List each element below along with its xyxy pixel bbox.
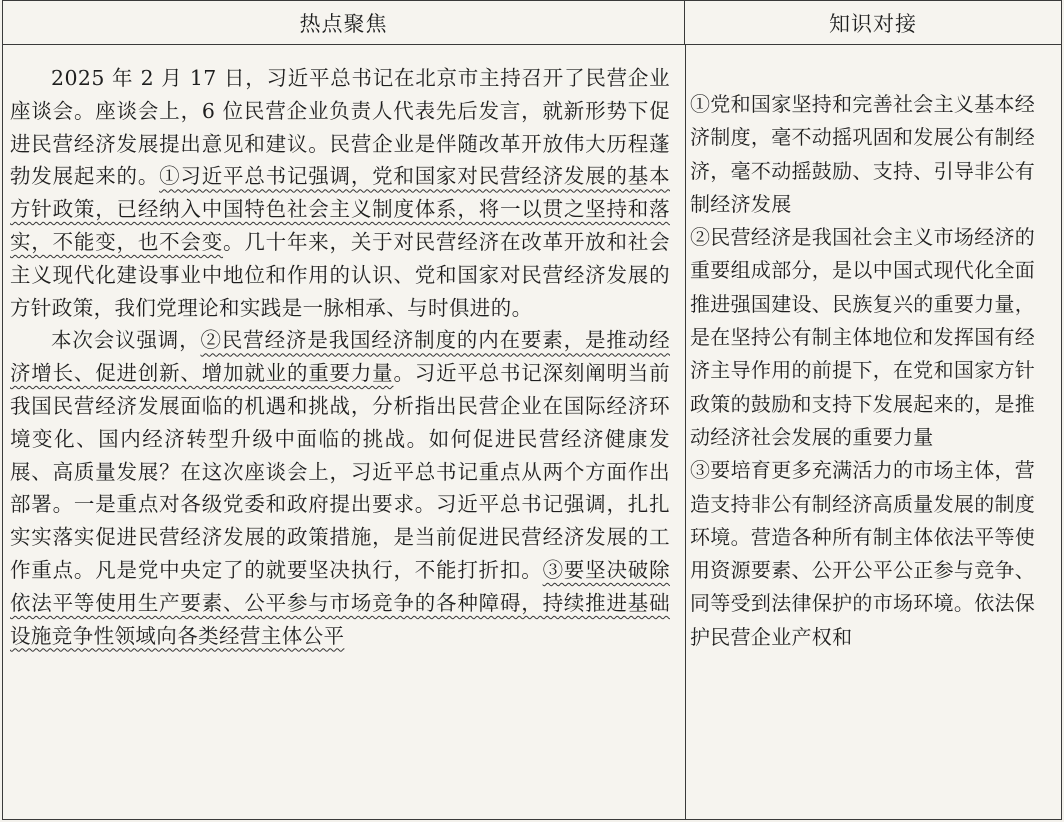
hotspot-p2-highlight-2: ②民营经济是我国经济制度的内在要素，是推动经济增长、促进创新、增加就业的重要力量 bbox=[10, 328, 670, 386]
hotspot-paragraph-2 bbox=[10, 324, 670, 652]
hotspot-p2-highlight-3: ③要坚决破除依法平等使用生产要素、公平参与市场竞争的各种障碍，持续推进基础设施竞争性领域向各类经营主体公平 bbox=[10, 557, 670, 648]
hotspot-p1-text-a: 2025 年 2 月 17 日，习近平总书记在北京市主持召开了民营企业座谈会。座谈会上，6 位民营企业负责人代表先后发言，就新形势下促进民营经济发展提出意见和建议。民营企业是伴随改革开放伟大历程蓬勃发展起来的。 bbox=[10, 66, 670, 189]
hotspot-p1-text-c: 。几十年来，关于对民营经济在改革开放和社会主义现代化建设事业中地位和作用的认识、党和国家对民营经济发展的方针政策，我们党理论和实践是一脉相承、与时俱进的。 bbox=[10, 229, 670, 320]
hotspot-p2-text-c: 。习近平总书记深刻阐明当前我国民营经济发展面临的机遇和挑战，分析指出民营企业在国际经济环境变化、国内经济转型升级中面临的挑战。如何促进民营经济健康发展、高质量发展？在这次座谈会上，习近平总书记重点从两个方面作出部署。一是重点对各级党委和政府提出要求。习近平总书记强调，扎扎实实落实促进民营经济发展的政策措施，是当前促进民营经济发展的工作重点。凡是党中央定了的就要坚决执行，不能打折扣。 bbox=[10, 361, 671, 582]
hotspot-cell bbox=[10, 62, 670, 652]
header-hotspot: 热点聚焦 bbox=[3, 1, 685, 45]
header-knowledge: 知识对接 bbox=[685, 1, 1061, 45]
knowledge-item-1: ①党和国家坚持和完善社会主义基本经济制度，毫不动摇巩固和发展公有制经济，毫不动摇鼓励、支持、引导非公有制经济发展 bbox=[690, 92, 1036, 216]
hotspot-p1-highlight-1: ①习近平总书记强调，党和国家对民营经济发展的基本方针政策，已经纳入中国特色社会主义制度体系，将一以贯之坚持和落实，不能变，也不会变 bbox=[10, 164, 670, 254]
knowledge-item-2: ②民营经济是我国社会主义市场经济的重要组成部分，是以中国式现代化全面推进强国建设、民族复兴的重要力量，是在坚持公有制主体地位和发挥国有经济主导作用的前提下，在党和国家方针政策的鼓励和支持下发展起来的，是推动经济社会发展的重要力量 bbox=[690, 225, 1036, 449]
column-divider bbox=[685, 45, 686, 819]
knowledge-item-3: ③要培育更多充满活力的市场主体，营造支持非公有制经济高质量发展的制度环境。营造各种所有制主体依法平等使用资源要素、公开公平公正参与竞争、同等受到法律保护的市场环境。依法保护民营企业产权和 bbox=[690, 458, 1036, 649]
knowledge-cell bbox=[690, 88, 1052, 654]
hotspot-paragraph-1 bbox=[10, 62, 670, 324]
hotspot-p2-text-a: 本次会议强调， bbox=[51, 328, 201, 353]
